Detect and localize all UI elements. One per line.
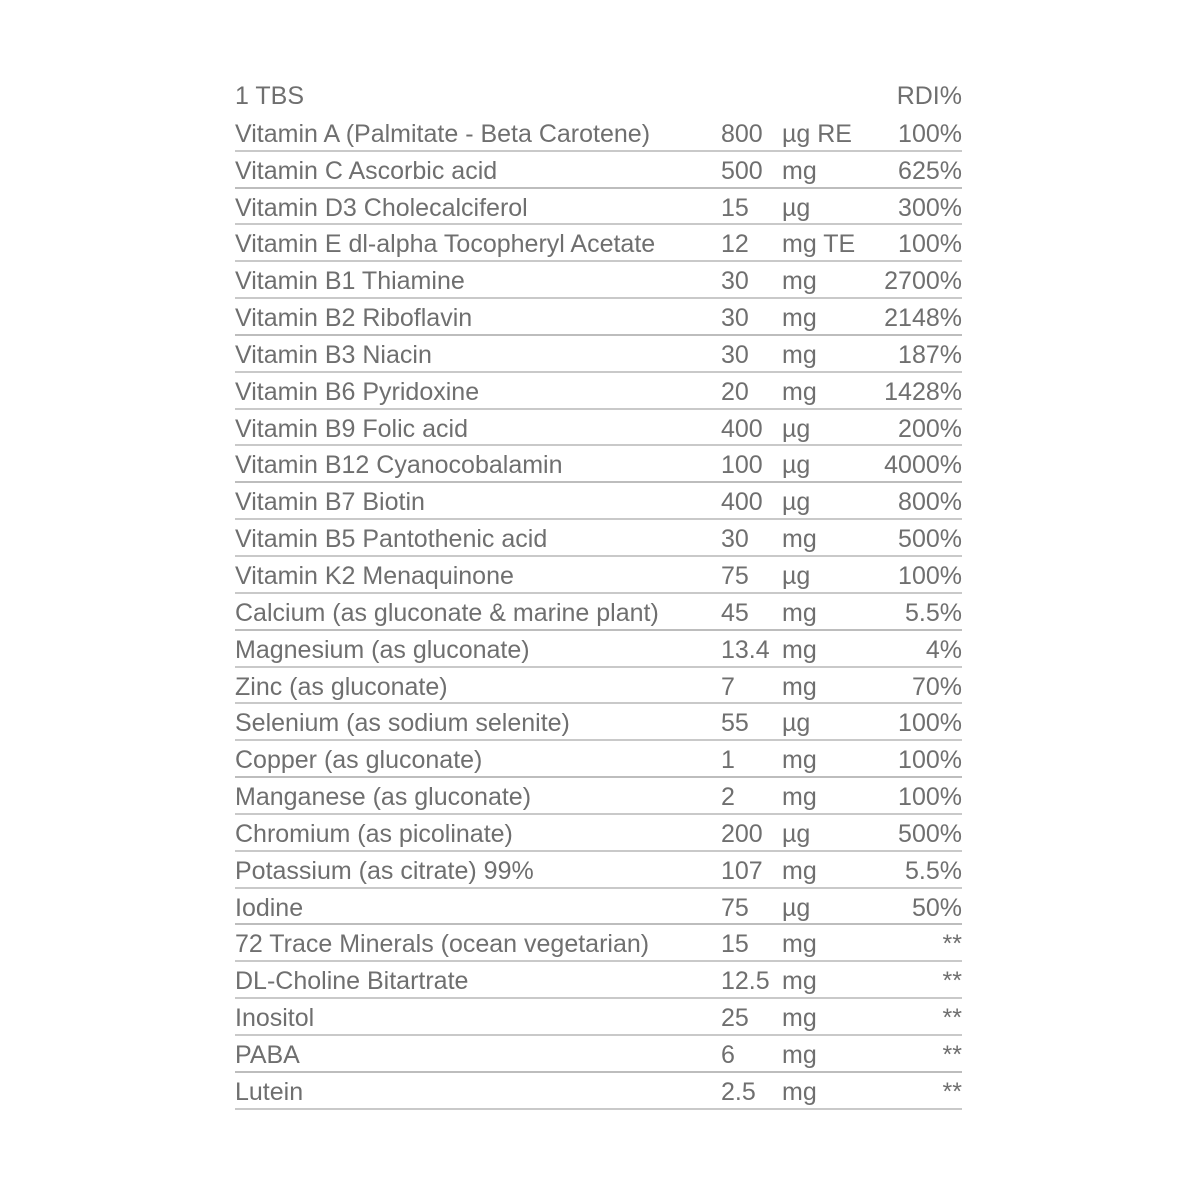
nutrient-amount: 2.5 [721, 1077, 756, 1106]
nutrient-amount: 75 [721, 893, 749, 922]
nutrient-rdi: 800% [898, 488, 962, 517]
nutrient-rdi: ** [942, 930, 962, 959]
nutrient-unit: µg [782, 709, 811, 738]
nutrient-rdi: 70% [911, 672, 962, 701]
nutrient-amount: 30 [721, 267, 749, 296]
nutrient-name: Iodine [235, 893, 304, 922]
nutrient-name: Inositol [235, 1004, 315, 1033]
table-row [235, 299, 962, 336]
nutrient-rdi: 100% [898, 561, 962, 590]
nutrient-name: Vitamin B2 Riboflavin [235, 304, 473, 333]
nutrient-name: Vitamin B3 Niacin [235, 340, 432, 369]
nutrient-name: 72 Trace Minerals (ocean vegetarian) [235, 930, 650, 959]
nutrient-amount: 2 [721, 783, 735, 812]
nutrient-amount: 45 [721, 598, 749, 627]
nutrient-name: Lutein [235, 1077, 304, 1106]
table-row [235, 262, 962, 299]
nutrient-name: Vitamin B9 Folic acid [235, 414, 468, 443]
nutrient-name: Vitamin B7 Biotin [235, 488, 425, 517]
nutrient-name: Vitamin K2 Menaquinone [235, 561, 514, 590]
nutrient-rdi: ** [942, 967, 962, 996]
table-row [235, 373, 962, 410]
nutrition-table [235, 78, 962, 1110]
nutrient-amount: 55 [721, 709, 749, 738]
nutrient-rdi: 625% [898, 156, 962, 185]
nutrient-amount: 400 [721, 488, 763, 517]
nutrient-amount: 7 [721, 672, 735, 701]
nutrient-amount: 15 [721, 193, 749, 222]
nutrient-amount: 75 [721, 561, 749, 590]
nutrient-amount: 500 [721, 156, 763, 185]
nutrient-rdi: 300% [898, 193, 962, 222]
nutrient-unit: mg TE [782, 230, 856, 259]
nutrient-unit: mg [782, 156, 817, 185]
nutrient-rdi: 5.5% [905, 856, 962, 885]
nutrient-name: DL-Choline Bitartrate [235, 967, 469, 996]
nutrient-unit: µg [782, 193, 811, 222]
table-row [235, 778, 962, 815]
table-row [235, 962, 962, 999]
nutrient-unit: µg [782, 414, 811, 443]
nutrient-unit: µg [782, 893, 811, 922]
nutrient-amount: 800 [721, 119, 763, 148]
nutrient-unit: mg [782, 1040, 817, 1069]
nutrient-amount: 30 [721, 304, 749, 333]
nutrient-unit: mg [782, 856, 817, 885]
nutrient-name: Selenium (as sodium selenite) [235, 709, 570, 738]
table-row [235, 815, 962, 852]
table-header [235, 78, 962, 115]
table-row [235, 999, 962, 1036]
rdi-column-header: RDI% [896, 82, 962, 110]
table-row [235, 741, 962, 778]
table-row [235, 852, 962, 889]
table-row [235, 483, 962, 520]
nutrient-rdi: 5.5% [905, 598, 962, 627]
nutrient-rdi: ** [942, 1004, 962, 1033]
nutrient-amount: 200 [721, 819, 763, 848]
nutrient-rdi: 100% [898, 230, 962, 259]
table-row [235, 446, 962, 483]
nutrient-name: Magnesium (as gluconate) [235, 635, 530, 664]
nutrient-unit: mg [782, 1077, 817, 1106]
nutrient-name: Potassium (as citrate) 99% [235, 856, 534, 885]
nutrient-unit: mg [782, 598, 817, 627]
nutrient-rdi: 500% [898, 525, 962, 554]
nutrient-amount: 30 [721, 340, 749, 369]
nutrient-unit: mg [782, 340, 817, 369]
table-row [235, 189, 962, 226]
nutrient-name: Vitamin E dl-alpha Tocopheryl Acetate [235, 230, 656, 259]
nutrient-name: Vitamin B12 Cyanocobalamin [235, 451, 563, 480]
table-row [235, 631, 962, 668]
nutrient-rdi: 2148% [884, 304, 962, 333]
nutrient-unit: µg [782, 561, 811, 590]
nutrient-rdi: 1428% [884, 377, 962, 406]
nutrient-rdi: 100% [898, 746, 962, 775]
nutrient-name: Calcium (as gluconate & marine plant) [235, 598, 659, 627]
table-row [235, 115, 962, 152]
nutrient-name: Chromium (as picolinate) [235, 819, 513, 848]
nutrient-name: Zinc (as gluconate) [235, 672, 448, 701]
table-body [235, 115, 962, 1110]
nutrient-unit: mg [782, 783, 817, 812]
nutrient-rdi: 100% [898, 783, 962, 812]
nutrient-rdi: 187% [898, 340, 962, 369]
nutrient-name: PABA [235, 1040, 300, 1069]
nutrient-amount: 13.4 [721, 635, 770, 664]
table-row [235, 410, 962, 447]
nutrient-amount: 1 [721, 746, 735, 775]
nutrient-unit: mg [782, 746, 817, 775]
nutrient-unit: mg [782, 525, 817, 554]
nutrient-name: Vitamin B5 Pantothenic acid [235, 525, 548, 554]
nutrient-unit: mg [782, 967, 817, 996]
nutrient-rdi: 100% [898, 709, 962, 738]
nutrient-unit: µg [782, 451, 811, 480]
nutrient-name: Copper (as gluconate) [235, 746, 483, 775]
nutrient-amount: 12 [721, 230, 749, 259]
table-row [235, 520, 962, 557]
nutrient-amount: 20 [721, 377, 749, 406]
nutrient-unit: µg [782, 819, 811, 848]
nutrient-amount: 30 [721, 525, 749, 554]
nutrient-amount: 100 [721, 451, 763, 480]
nutrient-name: Vitamin D3 Cholecalciferol [235, 193, 528, 222]
nutrient-amount: 25 [721, 1004, 749, 1033]
table-row [235, 594, 962, 631]
nutrient-amount: 400 [721, 414, 763, 443]
nutrient-name: Vitamin A (Palmitate - Beta Carotene) [235, 119, 651, 148]
nutrient-rdi: 200% [898, 414, 962, 443]
nutrient-unit: mg [782, 377, 817, 406]
nutrient-amount: 15 [721, 930, 749, 959]
serving-size-label: 1 TBS [235, 82, 305, 110]
table-row [235, 336, 962, 373]
nutrient-rdi: 50% [911, 893, 962, 922]
nutrient-name: Manganese (as gluconate) [235, 783, 532, 812]
nutrient-unit: mg [782, 267, 817, 296]
nutrient-rdi: 100% [898, 119, 962, 148]
nutrient-unit: mg [782, 930, 817, 959]
nutrient-amount: 107 [721, 856, 763, 885]
nutrient-unit: µg [782, 488, 811, 517]
nutrient-unit: mg [782, 1004, 817, 1033]
nutrient-rdi: ** [942, 1040, 962, 1069]
nutrient-rdi: 2700% [884, 267, 962, 296]
nutrient-rdi: 500% [898, 819, 962, 848]
nutrient-name: Vitamin B1 Thiamine [235, 267, 465, 296]
table-row [235, 152, 962, 189]
nutrient-rdi: 4000% [884, 451, 962, 480]
nutrient-unit: mg [782, 672, 817, 701]
table-row [235, 1073, 962, 1110]
nutrient-unit: mg [782, 304, 817, 333]
nutrient-rdi: ** [942, 1077, 962, 1106]
nutrient-name: Vitamin C Ascorbic acid [235, 156, 498, 185]
nutrient-rdi: 4% [925, 635, 962, 664]
nutrient-amount: 6 [721, 1040, 735, 1069]
table-row [235, 668, 962, 705]
table-row [235, 557, 962, 594]
table-row [235, 225, 962, 262]
nutrient-unit: µg RE [782, 119, 852, 148]
table-row [235, 1036, 962, 1073]
nutrient-amount: 12.5 [721, 967, 770, 996]
nutrient-name: Vitamin B6 Pyridoxine [235, 377, 480, 406]
table-row [235, 704, 962, 741]
table-row [235, 889, 962, 926]
nutrient-unit: mg [782, 635, 817, 664]
table-row [235, 925, 962, 962]
